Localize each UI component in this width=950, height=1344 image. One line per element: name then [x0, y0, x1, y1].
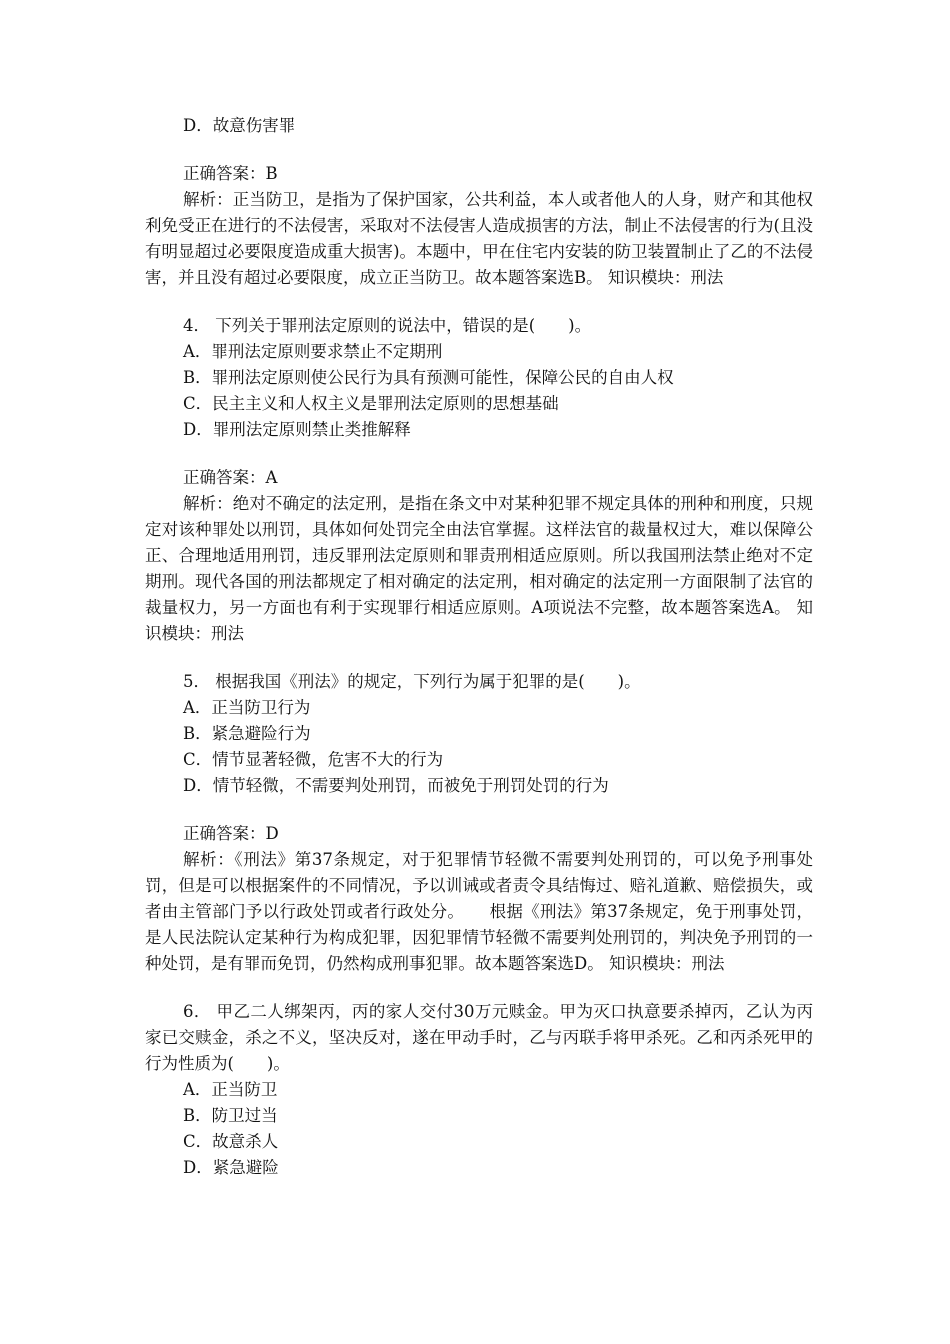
q4-option-a: A．罪刑法定原则要求禁止不定期刑 [183, 342, 443, 361]
q4-stem: 4． 下列关于罪刑法定原则的说法中，错误的是( )。 [183, 316, 592, 335]
q5-option-c: C．情节显著轻微，危害不大的行为 [183, 750, 444, 769]
q4-option-d: D．罪刑法定原则禁止类推解释 [183, 420, 411, 439]
q3-analysis: 解析：正当防卫，是指为了保护国家，公共利益，本人或者他人的人身，财产和其他权利免受正在进行的不法侵害，采取对不法侵害人造成损害的方法，制止不法侵害的行为(且没有明显超过必要限度造成重大损害)。本题中，甲在住宅内安装的防卫装置制止了乙的不法侵害，并且没有超过必要限度，成立正当防卫。故本题答案选B。 知识模块：刑法 [145, 190, 813, 287]
q6-option-c: C．故意杀人 [183, 1132, 279, 1151]
q3-option-d: D．故意伤害罪 [183, 116, 296, 135]
q3-correct-answer: 正确答案：B [183, 164, 278, 183]
q5-correct-answer: 正确答案：D [183, 824, 279, 843]
q4-option-c: C．民主主义和人权主义是罪刑法定原则的思想基础 [183, 394, 559, 413]
document-page [145, 113, 813, 1181]
q5-analysis: 解析：《刑法》第37条规定，对于犯罪情节轻微不需要判处刑罚的，可以免予刑事处罚，但是可以根据案件的不同情况，予以训诫或者责令具结悔过、赔礼道歉、赔偿损失，或者由主管部门予以行政处罚或者行政处分。 根据《刑法》第37条规定，免于刑事处罚，是人民法院认定某种行为构成犯罪，因犯罪情节轻微不需要判处刑罚的，判决免予刑罚的一种处罚，是有罪而免罚，仍然构成刑事犯罪。故本题答案选D。 知识模块：刑法 [145, 850, 813, 973]
q5-stem: 5． 根据我国《刑法》的规定，下列行为属于犯罪的是( )。 [183, 672, 641, 691]
q5-option-d: D．情节轻微，不需要判处刑罚，而被免于刑罚处罚的行为 [183, 776, 609, 795]
q6-option-d: D．紧急避险 [183, 1158, 279, 1177]
q5-option-b: B．紧急避险行为 [183, 724, 311, 743]
q6-stem: 6． 甲乙二人绑架丙，丙的家人交付30万元赎金。甲为灭口执意要杀掉丙，乙认为丙家已交赎金，杀之不义，坚决反对，遂在甲动手时，乙与丙联手将甲杀死。乙和丙杀死甲的行为性质为( )。 [145, 1002, 813, 1073]
q4-option-b: B．罪刑法定原则使公民行为具有预测可能性，保障公民的自由人权 [183, 368, 674, 387]
q6-option-a: A．正当防卫 [183, 1080, 278, 1099]
q6-option-b: B．防卫过当 [183, 1106, 278, 1125]
q4-correct-answer: 正确答案：A [183, 468, 278, 487]
q5-option-a: A．正当防卫行为 [183, 698, 311, 717]
q4-analysis: 解析：绝对不确定的法定刑，是指在条文中对某种犯罪不规定具体的刑种和刑度，只规定对该种罪处以刑罚，具体如何处罚完全由法官掌握。这样法官的裁量权过大，难以保障公正、合理地适用刑罚，违反罪刑法定原则和罪责刑相适应原则。所以我国刑法禁止绝对不定期刑。现代各国的刑法都规定了相对确定的法定刑，相对确定的法定刑一方面限制了法官的裁量权力，另一方面也有利于实现罪行相适应原则。A项说法不完整，故本题答案选A。 知识模块：刑法 [145, 494, 813, 643]
